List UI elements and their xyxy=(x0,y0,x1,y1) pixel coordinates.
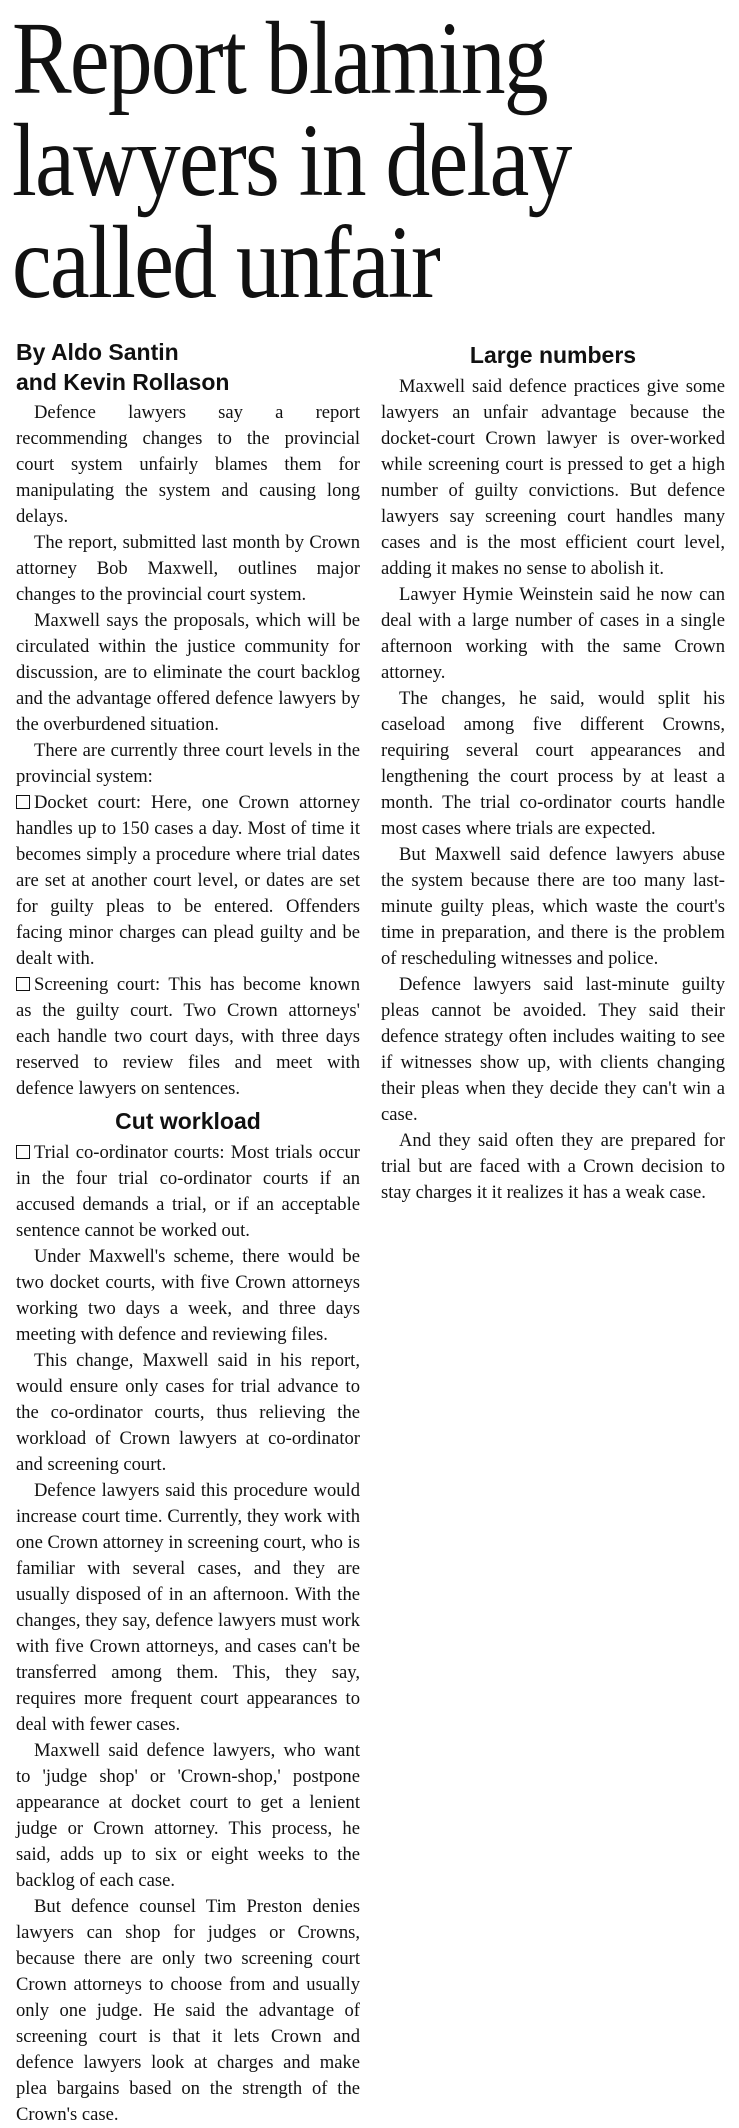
paragraph: But defence counsel Tim Preston denies lawyers can shop for judges or Crowns, because there are only two screening court Crown attorneys to choose from and usually only one judge. He said the advantage of screening court is that it lets Crown and defence lawyers look at charges and make plea bargains based on the strength of the Crown's case. xyxy=(16,1896,360,2125)
article-column-right xyxy=(381,340,725,1206)
subhead-cut-workload: Cut workload xyxy=(115,1108,261,1134)
list-item-text: Docket court: Here, one Crown attorney handles up to 150 cases a day. Most of time it becomes simply a procedure where trial dates are set at another court level, or dates are set for guilty pleas to be entered. Offenders facing minor charges can plead guilty and be dealt with. xyxy=(16,792,360,969)
list-item-text: Trial co-ordinator courts: Most trials occur in the four trial co-ordinator courts if an accused demands a trial, or if an acceptable sentence cannot be worked out. xyxy=(16,1142,360,1241)
paragraph: There are currently three court levels in the provincial system: xyxy=(16,740,360,787)
paragraph: The report, submitted last month by Crown attorney Bob Maxwell, outlines major changes to the provincial court system. xyxy=(16,532,360,605)
paragraph: Defence lawyers say a report recommending changes to the provincial court system unfairly blames them for manipulating the system and causing long delays. xyxy=(16,402,360,527)
list-item xyxy=(16,1140,360,1244)
headline: Report blaming lawyers in delay called unfair xyxy=(12,1,571,320)
paragraph: And they said often they are prepared for trial but are faced with a Crown decision to stay charges it it realizes it has a weak case. xyxy=(381,1130,725,1203)
paragraph: Lawyer Hymie Weinstein said he now can deal with a large number of cases in a single afternoon working with the same Crown attorney. xyxy=(381,584,725,683)
paragraph: Maxwell says the proposals, which will be circulated within the justice community for discussion, are to eliminate the court backlog and the advantage offered defence lawyers by the overburdened situation. xyxy=(16,610,360,735)
paragraph: Defence lawyers said last-minute guilty pleas cannot be avoided. They said their defence strategy often includes waiting to see if witnesses show up, with clients changing their pleas when they decide they can't win a case. xyxy=(381,974,725,1125)
paragraph: Maxwell said defence practices give some lawyers an unfair advantage because the docket-court Crown lawyer is over-worked while screening court is pressed to get a high number of guilty convictions. But defence lawyers say screening court handles many cases and is the most efficient court level, adding it makes no sense to abolish it. xyxy=(381,376,725,579)
byline-author-2: and Kevin Rollason xyxy=(16,369,230,395)
checkbox-bullet-icon xyxy=(16,977,30,991)
paragraph: Defence lawyers said this procedure would increase court time. Currently, they work with one Crown attorney in screening court, who is familiar with several cases, and they are usually disposed of in an afternoon. With the changes, they say, defence lawyers must work with five Crown attorneys, and cases can't be transferred among them. This, they say, requires more frequent court appearances to deal with fewer cases. xyxy=(16,1480,360,1735)
paragraph: The changes, he said, would split his caseload among five different Crowns, requiring several court appearances and lengthening the court process by at least a month. The trial co-ordinator courts handle most cases where trials are expected. xyxy=(381,688,725,839)
article-column-left xyxy=(16,400,360,2128)
subhead-large-numbers: Large numbers xyxy=(469,342,637,368)
paragraph: This change, Maxwell said in his report, would ensure only cases for trial advance to the co-ordinator courts, thus relieving the workload of Crown lawyers at co-ordinator and screening court. xyxy=(16,1350,360,1475)
list-item-text: Screening court: This has become known as the guilty court. Two Crown attorneys' each handle two court days, with three days reserved to review files and meet with defence lawyers on sentences. xyxy=(16,974,360,1099)
checkbox-bullet-icon xyxy=(16,795,30,809)
checkbox-bullet-icon xyxy=(16,1145,30,1159)
paragraph: Under Maxwell's scheme, there would be two docket courts, with five Crown attorneys working two days a week, and three days meeting with defence and reviewing files. xyxy=(16,1246,360,1345)
list-item xyxy=(16,972,360,1102)
paragraph: But Maxwell said defence lawyers abuse the system because there are too many last-minute guilty pleas, which waste the court's time in preparation, and there is the problem of rescheduling witnesses and police. xyxy=(381,844,725,969)
paragraph: Maxwell said defence lawyers, who want to 'judge shop' or 'Crown-shop,' postpone appearance at docket court to get a lenient judge or Crown attorney. This process, he said, adds up to six or eight weeks to the backlog of each case. xyxy=(16,1740,360,1891)
list-item xyxy=(16,790,360,972)
byline xyxy=(16,337,356,397)
byline-author-1: By Aldo Santin xyxy=(16,339,179,365)
